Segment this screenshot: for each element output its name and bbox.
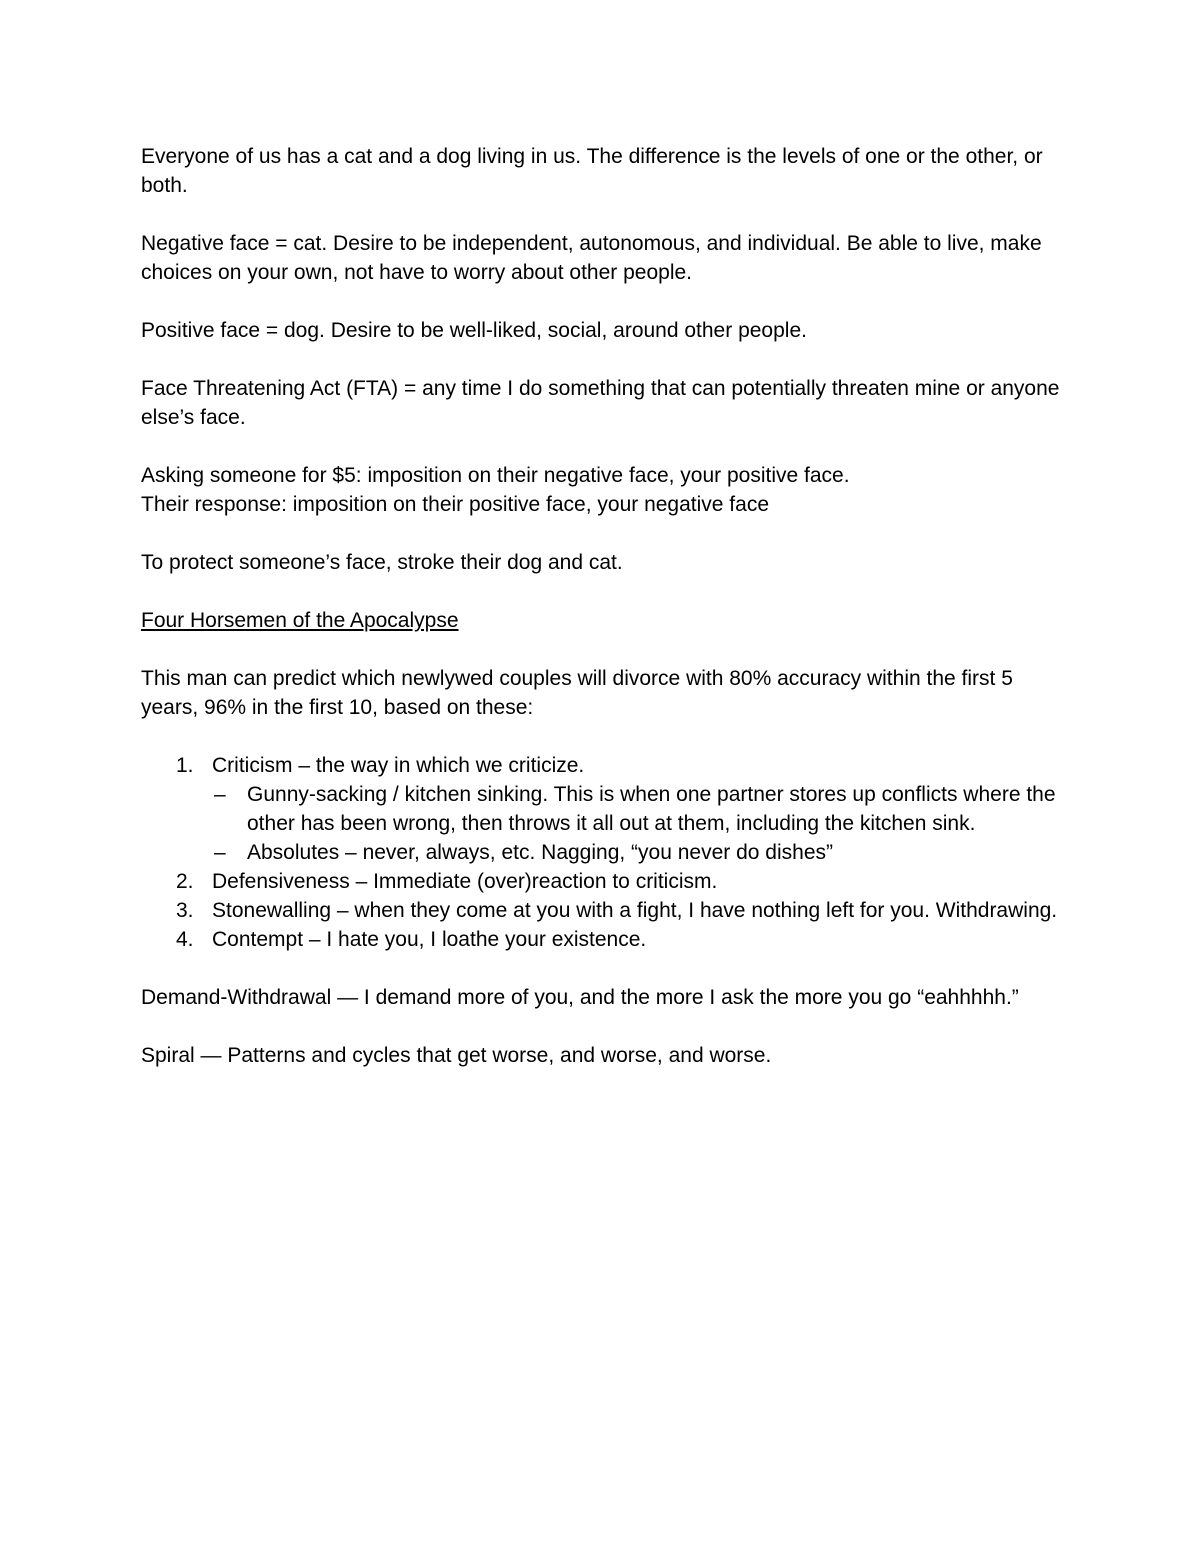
dash-bullet: – bbox=[214, 783, 226, 806]
dash-bullet: – bbox=[214, 841, 226, 864]
list-item bbox=[141, 867, 1071, 896]
list-number: 1. bbox=[176, 754, 194, 777]
paragraph-negative-face: Negative face = cat. Desire to be independent, autonomous, and individual. Be able to live, make choices on your own, not have to worry about other people. bbox=[141, 232, 1042, 284]
list-number: 4. bbox=[176, 928, 194, 951]
sub-list-item-text: Absolutes – never, always, etc. Nagging, “you never do dishes” bbox=[247, 841, 833, 864]
list-item-text: Defensiveness – Immediate (over)reaction to criticism. bbox=[212, 870, 718, 893]
paragraph-cat-dog: Everyone of us has a cat and a dog living in us. The difference is the levels of one or the other, or both. bbox=[141, 145, 1043, 197]
document-page bbox=[141, 142, 1071, 1099]
list-item bbox=[141, 896, 1071, 925]
list-item bbox=[141, 751, 1071, 867]
sub-list-item bbox=[212, 780, 1071, 838]
paragraph-asking-example bbox=[141, 461, 1071, 519]
sub-list-item-text: Gunny-sacking / kitchen sinking. This is when one partner stores up conflicts where the other has been wrong, then throws it all out at them, including the kitchen sink. bbox=[247, 783, 1056, 835]
paragraph-spiral: Spiral — Patterns and cycles that get worse, and worse, and worse. bbox=[141, 1044, 772, 1067]
asking-line: Asking someone for $5: imposition on their negative face, your positive face. bbox=[141, 464, 850, 487]
horsemen-list bbox=[141, 751, 1071, 954]
list-item bbox=[141, 925, 1071, 954]
section-heading: Four Horsemen of the Apocalypse bbox=[141, 609, 459, 632]
list-item-text: Criticism – the way in which we criticize. bbox=[212, 754, 585, 777]
list-item-text: Contempt – I hate you, I loathe your existence. bbox=[212, 928, 647, 951]
paragraph-intro: This man can predict which newlywed couples will divorce with 80% accuracy within the first 5 years, 96% in the first 10, based on these: bbox=[141, 667, 1013, 719]
list-number: 2. bbox=[176, 870, 194, 893]
sub-list bbox=[212, 780, 1071, 867]
sub-list-item bbox=[212, 838, 1071, 867]
paragraph-fta: Face Threatening Act (FTA) = any time I do something that can potentially threaten mine or anyone else’s face. bbox=[141, 377, 1060, 429]
list-item-text: Stonewalling – when they come at you with a fight, I have nothing left for you. Withdrawing. bbox=[212, 899, 1058, 922]
paragraph-demand-withdrawal: Demand-Withdrawal — I demand more of you, and the more I ask the more you go “eahhhhh.” bbox=[141, 986, 1019, 1009]
list-number: 3. bbox=[176, 899, 194, 922]
paragraph-positive-face: Positive face = dog. Desire to be well-liked, social, around other people. bbox=[141, 319, 807, 342]
paragraph-protect-face: To protect someone’s face, stroke their dog and cat. bbox=[141, 551, 623, 574]
response-line: Their response: imposition on their positive face, your negative face bbox=[141, 493, 770, 516]
